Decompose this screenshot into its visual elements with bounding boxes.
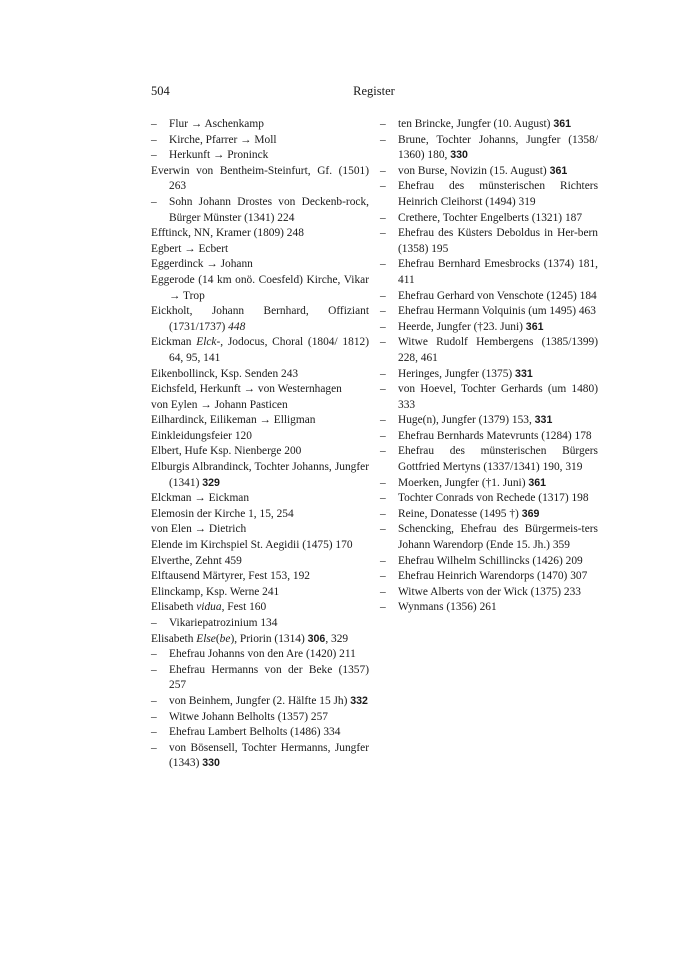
index-entry [151, 554, 369, 570]
entry-text: Everwin von Bentheim-Steinfurt, Gf. (1501) 263 [151, 164, 369, 193]
subentry-dash: – [151, 195, 157, 208]
index-subentry [151, 663, 369, 694]
entry-text: Ehefrau Lambert Belholts (1486) 334 [169, 726, 341, 739]
index-subentry [380, 335, 598, 366]
subentry-dash: – [380, 445, 386, 458]
entry-text: Elende im Kirchspiel St. Aegidii (1475) 170 [151, 539, 353, 552]
subentry-dash: – [380, 570, 386, 583]
entry-text: Ehefrau Heinrich Warendorps (1470) 307 [398, 570, 588, 583]
index-subentry [380, 476, 598, 492]
index-subentry [380, 211, 598, 227]
entry-text: Egbert → Ecbert [151, 242, 229, 255]
subentry-dash: – [380, 164, 386, 177]
entry-text: Kirche, Pfarrer → Moll [169, 133, 277, 146]
subentry-dash: – [380, 383, 386, 396]
subentry-dash: – [380, 289, 386, 302]
entry-text: Eggerdinck → Johann [151, 258, 253, 271]
entry-text: Moerken, Jungfer (†1. Juni) [398, 476, 529, 489]
page-ref-bold: 361 [525, 320, 544, 333]
index-subentry [380, 164, 598, 180]
entry-text: Reine, Donatesse (1495 †) [398, 507, 522, 520]
entry-text: Efftinck, NN, Kramer (1809) 248 [151, 227, 304, 240]
index-subentry [380, 429, 598, 445]
index-subentry [380, 257, 598, 288]
index-subentry [380, 117, 598, 133]
entry-text: ( [215, 632, 220, 645]
index-entry [151, 522, 369, 538]
entry-text: Schencking, Ehefrau des Bürgermeis-ters Johann Warendorp (Ende 15. Jh.) 359 [398, 523, 598, 552]
entry-text: Elftausend Märtyrer, Fest 153, 192 [151, 570, 310, 583]
subentry-dash: – [151, 617, 157, 629]
entry-text: Elisabeth [151, 601, 197, 614]
page-ref-bold: 361 [528, 476, 547, 489]
index-entry [151, 538, 369, 554]
index-entry [151, 460, 369, 491]
index-subentry [380, 507, 598, 523]
index-subentry [151, 741, 369, 772]
entry-text: Heerde, Jungfer (†23. Juni) [398, 320, 526, 333]
entry-text: von Eylen → Johann Pasticen [151, 398, 288, 411]
subentry-dash: – [380, 305, 386, 318]
subentry-dash: – [151, 710, 157, 723]
entry-text: , Jodocus, Choral (1804/ 1812) 64, 95, 141 [169, 336, 369, 364]
subentry-dash: – [380, 320, 386, 333]
index-subentry [151, 725, 369, 741]
entry-text: Ehefrau Gerhard von Venschote (1245) 184 [398, 289, 597, 302]
subentry-dash: – [380, 180, 386, 193]
index-subentry [380, 367, 598, 383]
index-entry [151, 398, 369, 414]
page-ref-bold: 331 [515, 367, 533, 380]
entry-text: Ehefrau Wilhelm Schillincks (1426) 209 [398, 554, 583, 567]
entry-text: Herkunft → Proninck [169, 149, 269, 162]
entry-text: von Bösensell, Tochter Hermanns, Jungfer (1343) [169, 741, 369, 770]
index-subentry [380, 569, 598, 585]
entry-text-italic: Else [196, 632, 216, 645]
index-entry [151, 413, 369, 429]
entry-text: Wynmans (1356) 261 [398, 601, 497, 614]
entry-text: Elbert, Hufe Ksp. Nienberge 200 [151, 445, 302, 458]
index-subentry [380, 226, 598, 257]
index-subentry [151, 133, 369, 149]
subentry-dash: – [380, 211, 386, 224]
index-column-left [151, 117, 369, 772]
entry-text: von Hoevel, Tochter Gerhards (um 1480) 333 [398, 383, 598, 411]
entry-text: Heringes, Jungfer (1375) [398, 367, 516, 380]
entry-text: Ehefrau Johanns von den Are (1420) 211 [169, 648, 356, 661]
index-subentry [151, 148, 369, 164]
entry-text: Einkleidungsfeier 120 [151, 429, 252, 442]
index-subentry [380, 413, 598, 429]
index-subentry [380, 554, 598, 570]
entry-text: Sohn Johann Drostes von Deckenb-rock, Bürger Münster (1341) 224 [169, 195, 369, 224]
subentry-dash: – [380, 492, 386, 505]
entry-text: Brune, Tochter Johanns, Jungfer (1358/ 1360) 180, [398, 133, 598, 162]
entry-text: Ehefrau Bernhards Matevrunts (1284) 178 [398, 429, 592, 442]
entry-text: , Fest 160 [221, 601, 267, 614]
index-subentry [380, 522, 598, 553]
index-subentry [380, 320, 598, 336]
subentry-dash: – [151, 741, 157, 754]
entry-text: Flur → Aschenkamp [169, 118, 264, 130]
subentry-dash: – [151, 726, 157, 739]
page-ref-bold: 361 [553, 118, 572, 130]
entry-text: Ehefrau des Küsters Deboldus in Her-bern (1358) 195 [398, 227, 598, 255]
page-ref-bold: 329 [202, 476, 220, 489]
index-entry [151, 242, 369, 258]
index-entry [151, 444, 369, 460]
subentry-dash: – [151, 648, 157, 661]
index-entry [151, 491, 369, 507]
index-entry [151, 382, 369, 398]
index-subentry [380, 382, 598, 413]
entry-text: ten Brincke, Jungfer (10. August) [398, 118, 554, 130]
running-header [151, 84, 597, 102]
index-subentry [380, 585, 598, 601]
entry-text-italic: be [219, 632, 231, 645]
index-entry [151, 226, 369, 242]
entry-text: Witwe Johann Belholts (1357) 257 [169, 710, 328, 723]
entry-text: Witwe Rudolf Hembergens (1385/1399) 228, 461 [398, 336, 598, 364]
subentry-dash: – [151, 149, 157, 162]
subentry-dash: – [380, 227, 386, 240]
entry-text: Elinckamp, Ksp. Werne 241 [151, 585, 280, 598]
page-ref-bold: 361 [549, 164, 568, 177]
entry-text: Elburgis Albrandinck, Tochter Johanns, Jungfer (1341) [151, 461, 369, 489]
entry-text: Eickholt, Johann Bernhard, Offiziant (1731/1737) [151, 305, 369, 333]
entry-text: Elisabeth [151, 632, 197, 645]
entry-text: Ehefrau Hermann Volquinis (um 1495) 463 [398, 305, 596, 318]
index-entry [151, 335, 369, 366]
page-ref-bold: 306 [307, 632, 326, 645]
subentry-dash: – [380, 133, 386, 146]
entry-text: Elckman → Eickman [151, 492, 250, 505]
index-entry [151, 273, 369, 304]
subentry-dash: – [380, 258, 386, 271]
entry-text: Eichsfeld, Herkunft → von Westernhagen [151, 383, 342, 396]
index-subentry [151, 616, 369, 632]
page-ref-bold: 369 [521, 507, 540, 520]
subentry-dash: – [380, 554, 386, 567]
index-subentry [151, 694, 369, 710]
entry-text: Crethere, Tochter Engelberts (1321) 187 [398, 211, 583, 224]
index-subentry [380, 600, 598, 616]
entry-text: Ehefrau des münsterischen Richters Heinrich Cleihorst (1494) 319 [398, 180, 598, 208]
page-ref-bold: 332 [350, 694, 368, 707]
subentry-dash: – [151, 663, 157, 676]
index-subentry [380, 133, 598, 164]
entry-text: von Elen → Dietrich [151, 523, 247, 536]
page-title: Register [353, 84, 395, 98]
entry-text-italic: 448 [228, 320, 246, 333]
entry-text: von Beinhem, Jungfer (2. Hälfte 15 Jh) [169, 694, 351, 707]
index-subentry [380, 289, 598, 305]
index-entry [151, 257, 369, 273]
entry-text: von Burse, Novizin (15. August) [398, 164, 550, 177]
index-subentry [380, 304, 598, 320]
entry-text: Vikariepatrozinium 134 [169, 617, 278, 629]
index-subentry [151, 195, 369, 226]
entry-text: , 329 [325, 632, 349, 645]
subentry-dash: – [380, 523, 386, 536]
subentry-dash: – [380, 367, 386, 380]
entry-text: Tochter Conrads von Rechede (1317) 198 [398, 492, 589, 505]
entry-text: Huge(n), Jungfer (1379) 153, [398, 414, 535, 427]
index-subentry [380, 444, 598, 475]
index-entry [151, 164, 369, 195]
index-subentry [380, 179, 598, 210]
subentry-dash: – [380, 414, 386, 427]
index-entry [151, 304, 369, 335]
index-entry [151, 600, 369, 616]
index-entry [151, 585, 369, 601]
index-subentry [151, 117, 369, 133]
page-ref-bold: 331 [534, 414, 553, 427]
entry-text: Eickman [151, 336, 197, 349]
index-subentry [380, 491, 598, 507]
subentry-dash: – [151, 694, 157, 707]
index-entry [151, 367, 369, 383]
index-entry [151, 429, 369, 445]
page-number: 504 [151, 84, 170, 98]
subentry-dash: – [151, 133, 157, 146]
index-subentry [151, 647, 369, 663]
entry-text-italic: vidua [196, 601, 222, 614]
subentry-dash: – [380, 601, 386, 614]
entry-text: Ehefrau Hermanns von der Beke (1357) 257 [169, 663, 369, 692]
subentry-dash: – [380, 336, 386, 349]
entry-text: Ehefrau Bernhard Emesbrocks (1374) 181, 411 [398, 258, 598, 286]
subentry-dash: – [380, 507, 386, 520]
entry-text: Eilhardinck, Eilikeman → Elligman [151, 414, 316, 427]
index-entry [151, 632, 369, 648]
subentry-dash: – [380, 585, 386, 598]
subentry-dash: – [380, 429, 386, 442]
index-subentry [151, 710, 369, 726]
index-entry [151, 507, 369, 523]
subentry-dash: – [380, 476, 386, 489]
index-column-right [380, 117, 598, 616]
entry-text: Ehefrau des münsterischen Bürgers Gottfried Mertyns (1337/1341) 190, 319 [398, 445, 598, 474]
page-ref-bold: 330 [450, 149, 468, 162]
page-ref-bold: 330 [202, 757, 220, 770]
entry-text: Elemosin der Kirche 1, 15, 254 [151, 507, 294, 520]
entry-text-italic: Elck- [196, 336, 221, 349]
index-entry [151, 569, 369, 585]
subentry-dash: – [151, 118, 157, 130]
entry-text: Elverthe, Zehnt 459 [151, 554, 242, 567]
entry-text: Eggerode (14 km onö. Coesfeld) Kirche, Vikar → Trop [151, 273, 369, 302]
entry-text: Eikenbollinck, Ksp. Senden 243 [151, 367, 299, 380]
entry-text: Witwe Alberts von der Wick (1375) 233 [398, 585, 581, 598]
entry-text: ), Priorin (1314) [230, 632, 308, 645]
subentry-dash: – [380, 118, 386, 130]
